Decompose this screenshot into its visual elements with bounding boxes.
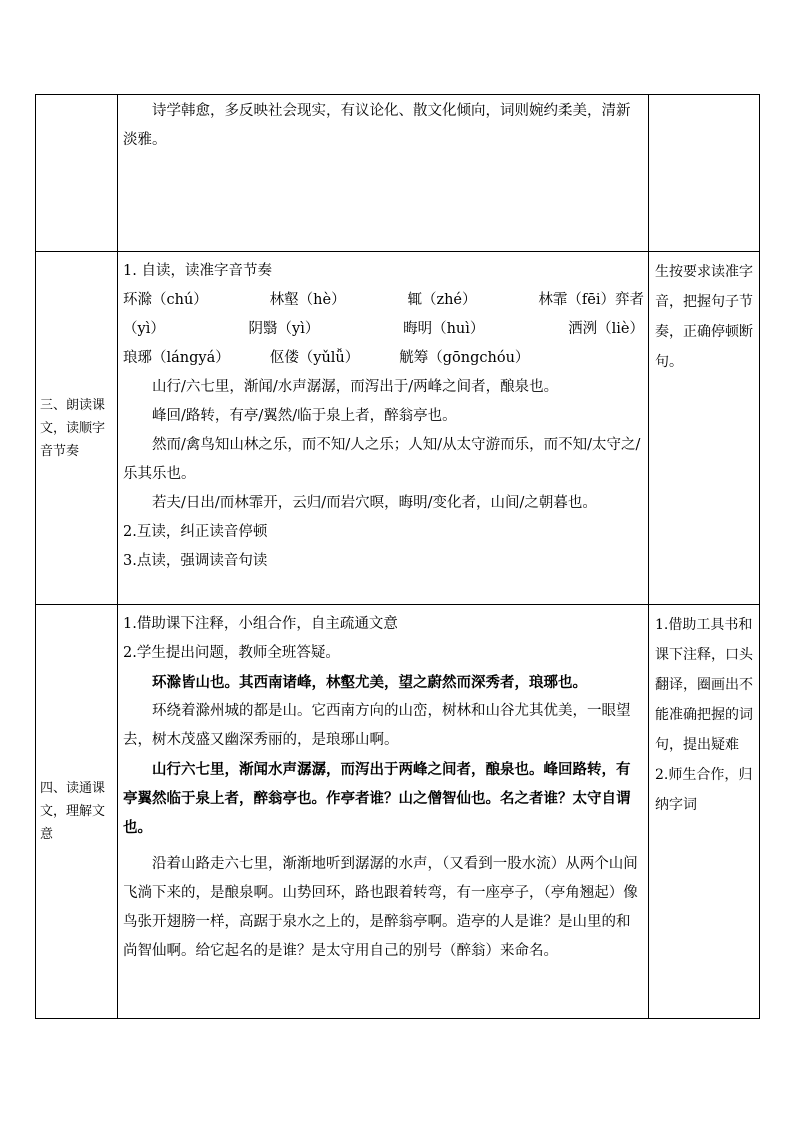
table-row xyxy=(36,252,760,605)
step-text: 2.互读，纠正读音停顿 xyxy=(123,524,268,540)
table-row xyxy=(36,605,760,1019)
content-cell xyxy=(118,252,649,605)
pinyin-word: 琅琊（lángyá） xyxy=(123,350,230,366)
stage-label-cell xyxy=(36,95,118,252)
step-text: 1.借助课下注释，小组合作，自主疏通文意 xyxy=(123,616,398,632)
step-text: 2.学生提出问题，教师全班答疑。 xyxy=(123,645,340,661)
content-paragraph: 诗学韩愈，多反映社会现实，有议论化、散文化倾向，词则婉约柔美，清新淡雅。 xyxy=(123,103,631,148)
pinyin-line xyxy=(123,344,644,373)
pinyin-word: （yì） xyxy=(123,321,165,337)
table-row xyxy=(36,95,760,252)
pinyin-word: 林壑（hè） xyxy=(269,292,346,308)
step-text: 1. 自读，读准字音节奏 xyxy=(123,263,272,279)
activity-cell xyxy=(649,605,760,1019)
text-paragraph: 峰回/路转，有亭/翼然/临于泉上者，醉翁亭也。 xyxy=(152,408,457,424)
student-activity: 生按要求读准字音，把握句子节奏，正确停顿断句。 xyxy=(655,264,753,370)
text-paragraph: 山行/六七里，渐闻/水声潺潺，而泻出于/两峰之间者，酿泉也。 xyxy=(152,379,559,395)
student-activity xyxy=(649,95,759,102)
text-paragraph: 若夫/日出/而林霏开，云归/而岩穴暝，晦明/变化者，山间/之朝暮也。 xyxy=(152,495,597,511)
pinyin-word: 洒洌（liè） xyxy=(568,321,644,337)
stage-label-cell xyxy=(36,605,118,1019)
student-activity: 1.借助工具书和课下注释，口头翻译，圈画出不能准确把握的词句，提出疑难 2.师生合作，归纳字词 xyxy=(655,617,753,813)
pinyin-line xyxy=(123,315,644,344)
stage-label-cell xyxy=(36,252,118,605)
pinyin-line xyxy=(123,286,644,315)
content-cell xyxy=(118,605,649,1019)
pinyin-word: 阴翳（yì） xyxy=(248,321,320,337)
stage-label: 三、朗读课文，读顺字音节奏 xyxy=(40,397,106,459)
activity-cell xyxy=(649,95,760,252)
translation-text: 沿着山路走六七里，渐渐地听到潺潺的水声，（又看到一股水流）从两个山间飞淌下来的，是酿泉啊。山势回环，路也跟着转弯，有一座亭子，（亭角翘起）像鸟张开翅膀一样，高踞于泉水之上的，是醉翁亭啊。造亭的人是谁？是山里的和尚智仙啊。给它起名的是谁？是太守用自己的别号（醉翁）来命名。 xyxy=(123,856,638,959)
pinyin-word: 伛偻（yǔlǚ） xyxy=(269,350,360,366)
activity-cell xyxy=(649,252,760,605)
step-text: 3.点读，强调读音句读 xyxy=(123,553,268,569)
stage-label: 四、读通课文，理解文意 xyxy=(40,781,106,842)
text-paragraph: 然而/禽鸟知山林之乐，而不知/人之乐；人知/从太守游而乐，而不知/太守之/乐其乐也。 xyxy=(123,437,641,482)
original-text: 环滁皆山也。其西南诸峰，林壑尤美，望之蔚然而深秀者，琅琊也。 xyxy=(152,674,587,691)
translation-text: 环绕着滁州城的都是山。它西南方向的山峦，树林和山谷尤其优美，一眼望去，树木茂盛又幽深秀丽的，是琅琊山啊。 xyxy=(123,703,631,748)
pinyin-word: 晦明（huì） xyxy=(403,321,485,337)
lesson-plan-table xyxy=(35,94,760,1019)
original-text: 山行六七里，渐闻水声潺潺，而泻出于两峰之间者，酿泉也。峰回路转，有亭翼然临于泉上者，醉翁亭也。作亭者谁？山之僧智仙也。名之者谁？太守自谓也。 xyxy=(123,761,631,836)
pinyin-word: 觥筹（gōngchóu） xyxy=(399,350,530,366)
pinyin-word: 环滁（chú） xyxy=(123,292,208,308)
content-cell xyxy=(118,95,649,252)
pinyin-word: 林霏（fēi）弈者 xyxy=(538,292,644,308)
pinyin-word: 辄（zhé） xyxy=(407,292,477,308)
